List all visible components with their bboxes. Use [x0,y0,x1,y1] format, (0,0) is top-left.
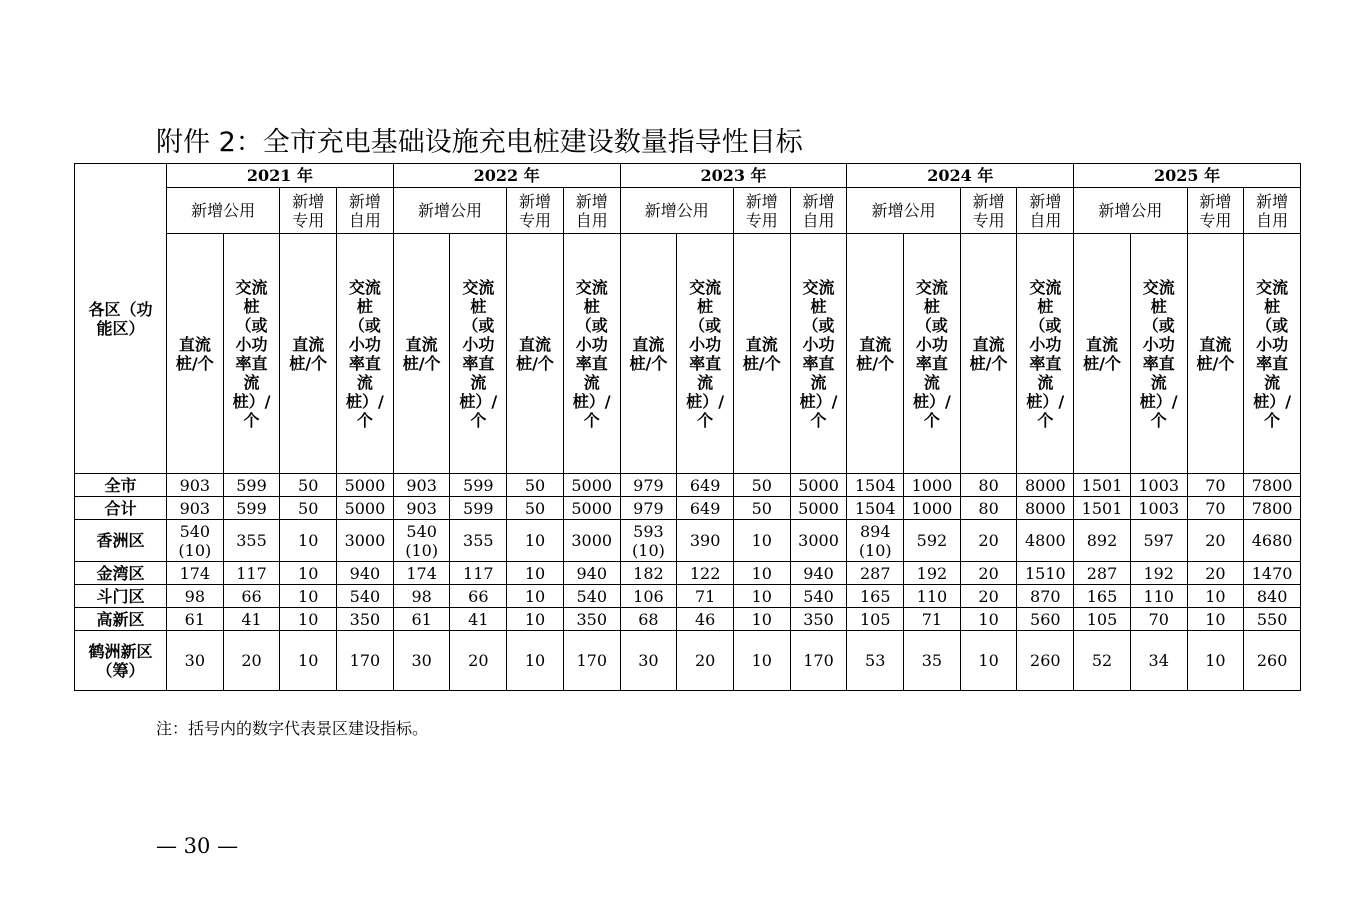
value-cell: 1000 [904,497,961,520]
value-cell: 192 [1130,562,1187,585]
group-public-header: 新增公用 [1074,188,1187,234]
region-name: 鹤洲新区 （筹） [75,631,167,691]
value-cell: 70 [1187,474,1244,497]
ac-pile-header: 交流 桩 （或 小功 率直 流 桩）/ 个 [677,234,734,474]
value-cell: 80 [960,474,1017,497]
dc-pile-header: 直流 桩/个 [280,234,337,474]
group-dedicated-header: 新增 专用 [280,188,337,234]
value-cell: 50 [507,497,564,520]
region-name: 金湾区 [75,562,167,585]
value-cell: 599 [450,497,507,520]
dc-pile-header: 直流 桩/个 [1074,234,1131,474]
value-cell: 10 [507,562,564,585]
value-cell: 8000 [1017,497,1074,520]
value-cell: 287 [847,562,904,585]
value-cell: 165 [847,585,904,608]
value-cell: 5000 [337,497,394,520]
value-cell: 20 [960,520,1017,562]
value-cell: 1003 [1130,497,1187,520]
value-cell: 840 [1244,585,1301,608]
year-header: 2021 年 [167,164,394,188]
ac-pile-header: 交流 桩 （或 小功 率直 流 桩）/ 个 [450,234,507,474]
value-cell: 350 [790,608,847,631]
value-cell: 35 [904,631,961,691]
value-cell: 350 [337,608,394,631]
value-cell: 10 [1187,608,1244,631]
value-cell: 979 [620,497,677,520]
value-cell: 41 [223,608,280,631]
dc-pile-header: 直流 桩/个 [733,234,790,474]
value-cell: 1501 [1074,497,1131,520]
value-cell: 110 [904,585,961,608]
value-cell: 50 [280,497,337,520]
year-header: 2023 年 [620,164,847,188]
table-row [75,631,1301,691]
value-cell: 5000 [790,474,847,497]
value-cell: 20 [223,631,280,691]
value-cell: 10 [1187,585,1244,608]
value-cell: 20 [450,631,507,691]
value-cell: 8000 [1017,474,1074,497]
value-cell: 903 [393,497,450,520]
group-dedicated-header: 新增 专用 [960,188,1017,234]
table-row [75,497,1301,520]
group-own-header: 新增 自用 [563,188,620,234]
value-cell: 165 [1074,585,1131,608]
page-number: — 30 — [156,834,239,858]
value-cell: 599 [450,474,507,497]
value-cell: 105 [847,608,904,631]
ac-pile-header: 交流 桩 （或 小功 率直 流 桩）/ 个 [337,234,394,474]
value-cell: 350 [563,608,620,631]
value-cell: 98 [167,585,224,608]
value-cell: 540 [563,585,620,608]
dc-pile-header: 直流 桩/个 [620,234,677,474]
value-cell: 903 [167,497,224,520]
region-name: 全市 [75,474,167,497]
value-cell: 110 [1130,585,1187,608]
group-public-header: 新增公用 [393,188,506,234]
value-cell: 53 [847,631,904,691]
value-cell: 70 [1187,497,1244,520]
group-dedicated-header: 新增 专用 [1187,188,1244,234]
group-dedicated-header: 新增 专用 [733,188,790,234]
value-cell: 599 [223,497,280,520]
value-cell: 61 [167,608,224,631]
value-cell: 1000 [904,474,961,497]
value-cell: 5000 [337,474,394,497]
value-cell: 106 [620,585,677,608]
value-cell: 10 [733,631,790,691]
table-row [75,520,1301,562]
value-cell: 1003 [1130,474,1187,497]
table-row [75,562,1301,585]
value-cell: 390 [677,520,734,562]
value-cell: 287 [1074,562,1131,585]
value-cell: 170 [790,631,847,691]
value-cell: 10 [280,585,337,608]
value-cell: 1510 [1017,562,1074,585]
value-cell: 540 (10) [393,520,450,562]
value-cell: 7800 [1244,497,1301,520]
group-own-header: 新增 自用 [337,188,394,234]
value-cell: 1504 [847,474,904,497]
year-header: 2024 年 [847,164,1074,188]
value-cell: 4680 [1244,520,1301,562]
value-cell: 20 [677,631,734,691]
ac-pile-header: 交流 桩 （或 小功 率直 流 桩）/ 个 [1130,234,1187,474]
value-cell: 70 [1130,608,1187,631]
value-cell: 10 [960,631,1017,691]
value-cell: 540 [790,585,847,608]
value-cell: 30 [393,631,450,691]
value-cell: 979 [620,474,677,497]
value-cell: 192 [904,562,961,585]
value-cell: 10 [507,608,564,631]
dc-pile-header: 直流 桩/个 [507,234,564,474]
value-cell: 10 [733,608,790,631]
region-name: 合计 [75,497,167,520]
value-cell: 20 [1187,520,1244,562]
value-cell: 550 [1244,608,1301,631]
value-cell: 10 [1187,631,1244,691]
value-cell: 10 [280,608,337,631]
value-cell: 10 [280,562,337,585]
ac-pile-header: 交流 桩 （或 小功 率直 流 桩）/ 个 [1244,234,1301,474]
value-cell: 182 [620,562,677,585]
value-cell: 940 [563,562,620,585]
value-cell: 892 [1074,520,1131,562]
value-cell: 34 [1130,631,1187,691]
group-own-header: 新增 自用 [1017,188,1074,234]
value-cell: 4800 [1017,520,1074,562]
value-cell: 46 [677,608,734,631]
region-name: 香洲区 [75,520,167,562]
value-cell: 10 [507,631,564,691]
group-public-header: 新增公用 [847,188,960,234]
value-cell: 649 [677,497,734,520]
value-cell: 117 [223,562,280,585]
value-cell: 260 [1017,631,1074,691]
value-cell: 10 [733,520,790,562]
value-cell: 560 [1017,608,1074,631]
group-dedicated-header: 新增 专用 [507,188,564,234]
value-cell: 540 [337,585,394,608]
table-row [75,585,1301,608]
ac-pile-header: 交流 桩 （或 小功 率直 流 桩）/ 个 [223,234,280,474]
value-cell: 10 [507,520,564,562]
group-own-header: 新增 自用 [790,188,847,234]
dc-pile-header: 直流 桩/个 [847,234,904,474]
value-cell: 30 [167,631,224,691]
value-cell: 355 [450,520,507,562]
value-cell: 599 [223,474,280,497]
value-cell: 649 [677,474,734,497]
ac-pile-header: 交流 桩 （或 小功 率直 流 桩）/ 个 [1017,234,1074,474]
value-cell: 903 [167,474,224,497]
value-cell: 174 [393,562,450,585]
value-cell: 170 [563,631,620,691]
value-cell: 870 [1017,585,1074,608]
value-cell: 71 [904,608,961,631]
value-cell: 3000 [563,520,620,562]
value-cell: 20 [960,562,1017,585]
value-cell: 10 [280,631,337,691]
table-row [75,608,1301,631]
value-cell: 30 [620,631,677,691]
group-public-header: 新增公用 [167,188,280,234]
dc-pile-header: 直流 桩/个 [393,234,450,474]
ac-pile-header: 交流 桩 （或 小功 率直 流 桩）/ 个 [904,234,961,474]
dc-pile-header: 直流 桩/个 [167,234,224,474]
region-name: 高新区 [75,608,167,631]
value-cell: 3000 [337,520,394,562]
value-cell: 122 [677,562,734,585]
value-cell: 50 [280,474,337,497]
value-cell: 1470 [1244,562,1301,585]
value-cell: 5000 [790,497,847,520]
value-cell: 117 [450,562,507,585]
value-cell: 98 [393,585,450,608]
ac-pile-header: 交流 桩 （或 小功 率直 流 桩）/ 个 [790,234,847,474]
value-cell: 20 [960,585,1017,608]
value-cell: 10 [280,520,337,562]
value-cell: 894 (10) [847,520,904,562]
value-cell: 592 [904,520,961,562]
region-header: 各区（功 能区） [75,164,167,474]
value-cell: 7800 [1244,474,1301,497]
value-cell: 1501 [1074,474,1131,497]
value-cell: 170 [337,631,394,691]
value-cell: 5000 [563,474,620,497]
value-cell: 10 [960,608,1017,631]
value-cell: 71 [677,585,734,608]
table-row [75,474,1301,497]
page-title: 附件 2：全市充电基础设施充电桩建设数量指导性目标 [156,127,803,158]
targets-table [74,163,1301,691]
value-cell: 105 [1074,608,1131,631]
value-cell: 68 [620,608,677,631]
value-cell: 940 [790,562,847,585]
table-note: 注：括号内的数字代表景区建设指标。 [156,719,429,738]
value-cell: 593 (10) [620,520,677,562]
group-own-header: 新增 自用 [1244,188,1301,234]
value-cell: 1504 [847,497,904,520]
value-cell: 50 [733,474,790,497]
value-cell: 903 [393,474,450,497]
value-cell: 50 [733,497,790,520]
value-cell: 540 (10) [167,520,224,562]
value-cell: 5000 [563,497,620,520]
value-cell: 66 [450,585,507,608]
region-name: 斗门区 [75,585,167,608]
group-public-header: 新增公用 [620,188,733,234]
value-cell: 10 [507,585,564,608]
value-cell: 61 [393,608,450,631]
value-cell: 66 [223,585,280,608]
value-cell: 50 [507,474,564,497]
value-cell: 52 [1074,631,1131,691]
value-cell: 3000 [790,520,847,562]
value-cell: 10 [733,562,790,585]
year-header: 2022 年 [393,164,620,188]
value-cell: 597 [1130,520,1187,562]
ac-pile-header: 交流 桩 （或 小功 率直 流 桩）/ 个 [563,234,620,474]
dc-pile-header: 直流 桩/个 [1187,234,1244,474]
value-cell: 355 [223,520,280,562]
dc-pile-header: 直流 桩/个 [960,234,1017,474]
year-header: 2025 年 [1074,164,1301,188]
value-cell: 80 [960,497,1017,520]
value-cell: 174 [167,562,224,585]
value-cell: 260 [1244,631,1301,691]
value-cell: 41 [450,608,507,631]
value-cell: 10 [733,585,790,608]
value-cell: 20 [1187,562,1244,585]
value-cell: 940 [337,562,394,585]
